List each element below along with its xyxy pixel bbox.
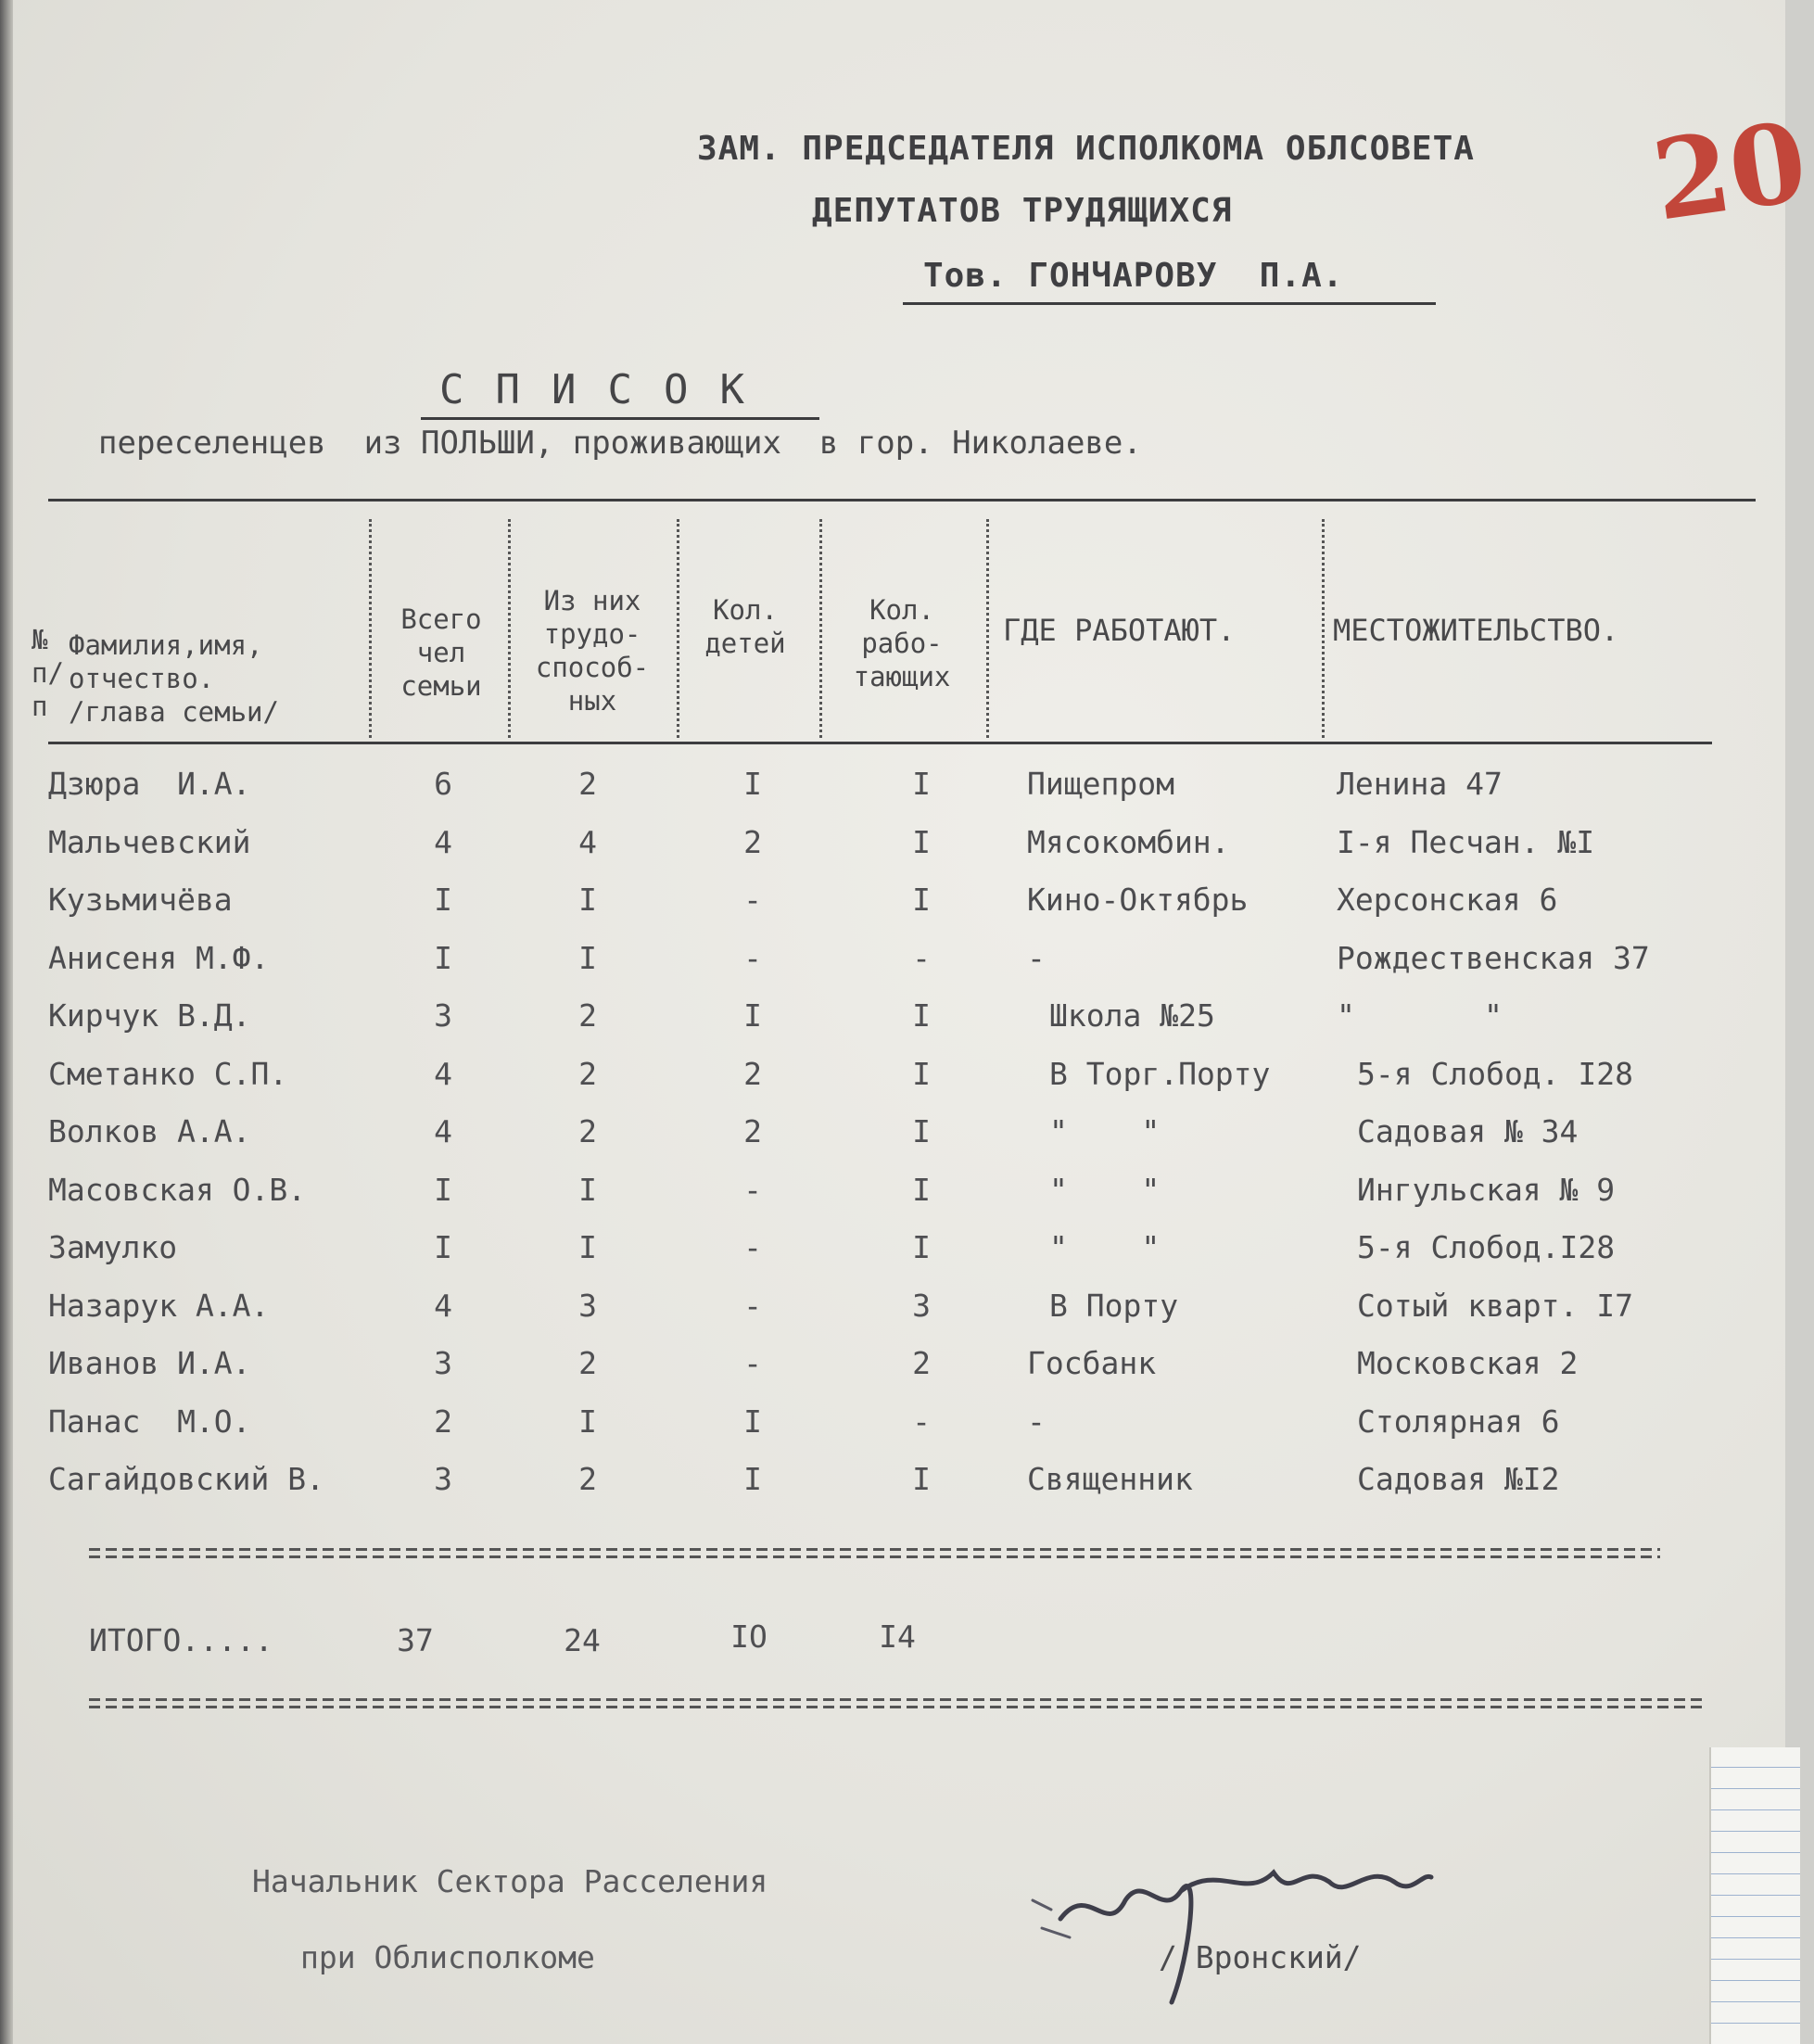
- cell-workplace: -: [1027, 939, 1046, 976]
- cell-name: Кузьмичёва: [48, 882, 233, 918]
- totals-separator-top: [89, 1548, 1660, 1559]
- cell-total: 4: [434, 823, 452, 860]
- cell-children: 2: [743, 1055, 762, 1092]
- cell-children: -: [743, 1287, 762, 1324]
- cell-total: I: [434, 1171, 452, 1208]
- cell-able: 3: [578, 1287, 597, 1324]
- underlying-ruled-sheet: [1709, 1747, 1800, 2044]
- cell-children: I: [743, 1461, 762, 1497]
- cell-name: Мальчевский: [48, 823, 251, 860]
- col-header-working: Кол. рабо- тающих: [853, 594, 951, 692]
- column-separator: [508, 519, 511, 738]
- cell-children: I: [743, 1403, 762, 1440]
- totals-label: ИТОГО.....: [89, 1622, 273, 1658]
- column-separator: [819, 519, 822, 738]
- cell-able: 4: [578, 823, 597, 860]
- cell-working: I: [912, 997, 931, 1034]
- cell-working: I: [912, 1229, 931, 1265]
- header-line-2: ДЕПУТАТОВ ТРУДЯЩИХСЯ: [812, 192, 1233, 230]
- col-header-name: Фамилия,имя, отчество. /глава семьи/: [69, 629, 279, 728]
- cell-total: I: [434, 1229, 452, 1265]
- cell-working: I: [912, 1055, 931, 1092]
- cell-residence: Садовая №I2: [1357, 1461, 1560, 1497]
- col-header-number: № п/ п: [32, 624, 64, 722]
- cell-name: Дзюра И.А.: [48, 766, 251, 802]
- cell-name: Кирчук В.Д.: [48, 997, 251, 1034]
- cell-workplace: " ": [1049, 1113, 1161, 1149]
- column-separator: [1322, 519, 1325, 738]
- cell-workplace: Мясокомбин.: [1027, 823, 1230, 860]
- cell-children: 2: [743, 1113, 762, 1149]
- cell-residence: Сотый кварт. I7: [1357, 1287, 1634, 1324]
- cell-residence: Херсонская 6: [1337, 882, 1558, 918]
- cell-workplace: Школа №25: [1049, 997, 1215, 1034]
- cell-able: I: [578, 1229, 597, 1265]
- cell-total: 3: [434, 997, 452, 1034]
- cell-total: 4: [434, 1113, 452, 1149]
- title-underline: [421, 417, 819, 420]
- cell-residence: Рождественская 37: [1337, 939, 1650, 976]
- cell-able: I: [578, 1403, 597, 1440]
- cell-workplace: " ": [1049, 1171, 1161, 1208]
- cell-workplace: В Торг.Порту: [1049, 1055, 1271, 1092]
- handwritten-signature: [1051, 1845, 1440, 2021]
- cell-workplace: Госбанк: [1027, 1345, 1157, 1381]
- cell-name: Сагайдовский В.: [48, 1461, 325, 1497]
- cell-workplace: -: [1027, 1403, 1046, 1440]
- totals-separator-bottom: [89, 1698, 1706, 1709]
- col-header-total: Всего чел семьи: [400, 603, 482, 702]
- document-title: СПИСОК: [439, 366, 776, 413]
- cell-working: -: [912, 1403, 931, 1440]
- cell-residence: 5-я Слобод. I28: [1357, 1055, 1634, 1092]
- cell-residence: Ингульская № 9: [1357, 1171, 1616, 1208]
- signatory-name: / Вронский/: [1159, 1939, 1362, 1975]
- cell-total: 2: [434, 1403, 452, 1440]
- totals-able: 24: [564, 1622, 601, 1658]
- header-line-1: ЗАМ. ПРЕДСЕДАТЕЛЯ ИСПОЛКОМА ОБЛСОВЕТА: [697, 130, 1475, 168]
- cell-residence: Ленина 47: [1337, 766, 1503, 802]
- column-separator: [986, 519, 989, 738]
- col-header-able: Из них трудо- способ- ных: [535, 585, 650, 717]
- col-header-children: Кол. детей: [704, 594, 786, 659]
- cell-children: -: [743, 939, 762, 976]
- column-separator: [677, 519, 679, 738]
- column-separator: [369, 519, 372, 738]
- cell-children: I: [743, 997, 762, 1034]
- cell-able: 2: [578, 1055, 597, 1092]
- header-addressee: Тов. ГОНЧАРОВУ П.А.: [923, 257, 1344, 295]
- cell-working: I: [912, 1461, 931, 1497]
- cell-working: I: [912, 766, 931, 802]
- cell-working: 2: [912, 1345, 931, 1381]
- cell-working: I: [912, 823, 931, 860]
- cell-residence: Московская 2: [1357, 1345, 1579, 1381]
- totals-working: I4: [879, 1619, 916, 1655]
- cell-able: I: [578, 1171, 597, 1208]
- cell-workplace: В Порту: [1049, 1287, 1179, 1324]
- cell-total: I: [434, 939, 452, 976]
- cell-workplace: " ": [1049, 1229, 1161, 1265]
- cell-name: Волков А.А.: [48, 1113, 251, 1149]
- signatory-position-line1: Начальник Сектора Расселения: [252, 1863, 768, 1899]
- cell-children: I: [743, 766, 762, 802]
- cell-total: 4: [434, 1055, 452, 1092]
- cell-workplace: Пищепром: [1027, 766, 1174, 802]
- cell-children: -: [743, 1171, 762, 1208]
- table-top-rule: [48, 499, 1756, 501]
- cell-name: Замулко: [48, 1229, 178, 1265]
- cell-name: Назарук А.А.: [48, 1287, 270, 1324]
- page-number: 20: [1645, 96, 1814, 246]
- cell-total: I: [434, 882, 452, 918]
- cell-residence: Столярная 6: [1357, 1403, 1560, 1440]
- signatory-position-line2: при Облисполкоме: [300, 1939, 595, 1975]
- cell-working: I: [912, 1171, 931, 1208]
- cell-residence: " ": [1337, 997, 1503, 1034]
- cell-able: 2: [578, 1345, 597, 1381]
- col-header-residence: МЕСТОЖИТЕЛЬСТВО.: [1333, 613, 1619, 648]
- totals-children: IO: [730, 1619, 767, 1655]
- col-header-workplace: ГДЕ РАБОТАЮТ.: [1003, 613, 1236, 648]
- document-subtitle: переселенцев из ПОЛЬШИ, проживающих в гор. Николаеве.: [98, 425, 1142, 462]
- cell-residence: Садовая № 34: [1357, 1113, 1579, 1149]
- cell-total: 4: [434, 1287, 452, 1324]
- cell-children: -: [743, 882, 762, 918]
- cell-able: 2: [578, 1113, 597, 1149]
- addressee-underline: [903, 302, 1436, 305]
- cell-able: 2: [578, 1461, 597, 1497]
- cell-total: 3: [434, 1345, 452, 1381]
- cell-able: I: [578, 882, 597, 918]
- cell-children: -: [743, 1345, 762, 1381]
- cell-total: 3: [434, 1461, 452, 1497]
- cell-able: 2: [578, 766, 597, 802]
- cell-name: Анисеня М.Ф.: [48, 939, 270, 976]
- cell-able: I: [578, 939, 597, 976]
- document-page: [13, 0, 1814, 2044]
- cell-workplace: Священник: [1027, 1461, 1193, 1497]
- cell-children: 2: [743, 823, 762, 860]
- cell-working: -: [912, 939, 931, 976]
- cell-working: I: [912, 882, 931, 918]
- cell-name: Сметанко С.П.: [48, 1055, 288, 1092]
- cell-working: 3: [912, 1287, 931, 1324]
- totals-total: 37: [397, 1622, 434, 1658]
- cell-children: -: [743, 1229, 762, 1265]
- cell-working: I: [912, 1113, 931, 1149]
- cell-workplace: Кино-Октябрь: [1027, 882, 1249, 918]
- cell-residence: 5-я Слобод.I28: [1357, 1229, 1616, 1265]
- cell-name: Масовская О.В.: [48, 1171, 307, 1208]
- cell-name: Панас М.О.: [48, 1403, 251, 1440]
- cell-name: Иванов И.А.: [48, 1345, 251, 1381]
- cell-total: 6: [434, 766, 452, 802]
- cell-able: 2: [578, 997, 597, 1034]
- cell-residence: I-я Песчан. №I: [1337, 823, 1595, 860]
